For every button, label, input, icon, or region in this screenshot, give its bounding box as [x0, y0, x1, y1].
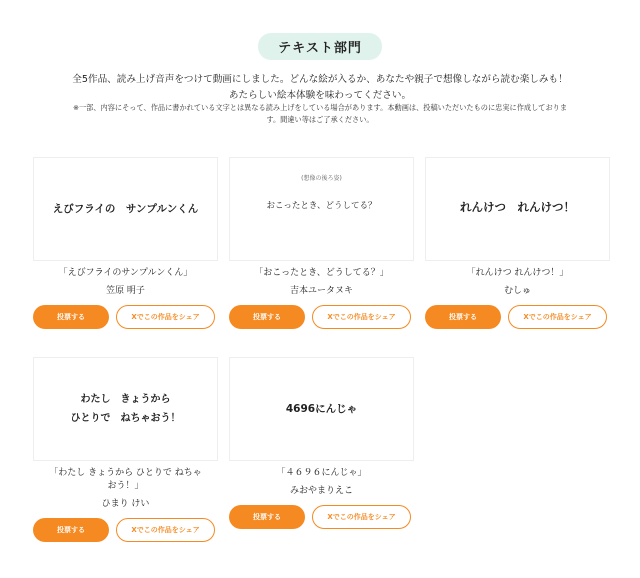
work-title: 「れんけつ れんけつ！」 [466, 268, 569, 278]
panel-text: おこったとき、どうしてる？ [266, 201, 377, 211]
work-image[interactable] [33, 157, 218, 261]
share-x-button[interactable]: Xでこの作品をシェア [116, 518, 215, 542]
work-title: 「わたし きょうから ひとりで ねちゃおう！」 [49, 468, 202, 491]
share-x-button[interactable]: Xでこの作品をシェア [116, 305, 215, 329]
panel-text: れんけつ れんけつ！ [460, 200, 575, 214]
share-x-button[interactable]: Xでこの作品をシェア [508, 305, 607, 329]
work-author: 吉本ユータヌキ [289, 286, 353, 296]
work-image[interactable] [425, 157, 610, 261]
work-card [33, 357, 218, 542]
vote-button[interactable]: 投票する [229, 305, 305, 329]
vote-button[interactable]: 投票する [33, 518, 109, 542]
work-card [425, 157, 610, 329]
work-card [33, 157, 218, 329]
share-x-button[interactable]: Xでこの作品をシェア [312, 305, 411, 329]
panel-text: わたし きょうから ひとりで ねちゃおう！ [70, 394, 181, 424]
work-author: 笠原 明子 [106, 286, 145, 296]
work-image[interactable] [33, 357, 218, 461]
vote-button[interactable]: 投票する [229, 505, 305, 529]
section-header [0, 33, 640, 60]
vote-button[interactable]: 投票する [33, 305, 109, 329]
work-image[interactable] [229, 357, 414, 461]
work-title: 「４６９６にんじゃ」 [276, 468, 367, 478]
work-author: ひまり けい [101, 499, 150, 509]
work-image[interactable] [229, 157, 414, 261]
section-title: テキスト部門 [258, 33, 382, 60]
share-x-button[interactable]: Xでこの作品をシェア [312, 505, 411, 529]
panel-caption: (想像の後ろ姿) [301, 175, 342, 182]
work-title: 「おこったとき、どうしてる？」 [254, 268, 389, 278]
disclaimer-note: ※一部、内容にそって、作品に書かれている文字とは異なる読み上げをしている場合があります。本動画は、投稿いただいたものに忠実に作成しております。間違い等はご了承ください。 [72, 103, 568, 124]
work-card [229, 357, 414, 529]
panel-text: 4696にんじゃ [285, 403, 358, 415]
intro-text: 全5作品、読み上げ音声をつけて動画にしました。どんな絵が入るか、あなたや親子で想像しながら読む楽しみも！あたらしい絵本体験を味わってください。 [72, 74, 568, 101]
panel-text: えびフライの サンプルンくん [52, 203, 199, 215]
work-author: むしゅ [503, 286, 531, 296]
work-title: 「えびフライのサンプルンくん」 [58, 268, 193, 278]
work-author: みおやまりえこ [289, 486, 353, 496]
work-card [229, 157, 414, 329]
vote-button[interactable]: 投票する [425, 305, 501, 329]
